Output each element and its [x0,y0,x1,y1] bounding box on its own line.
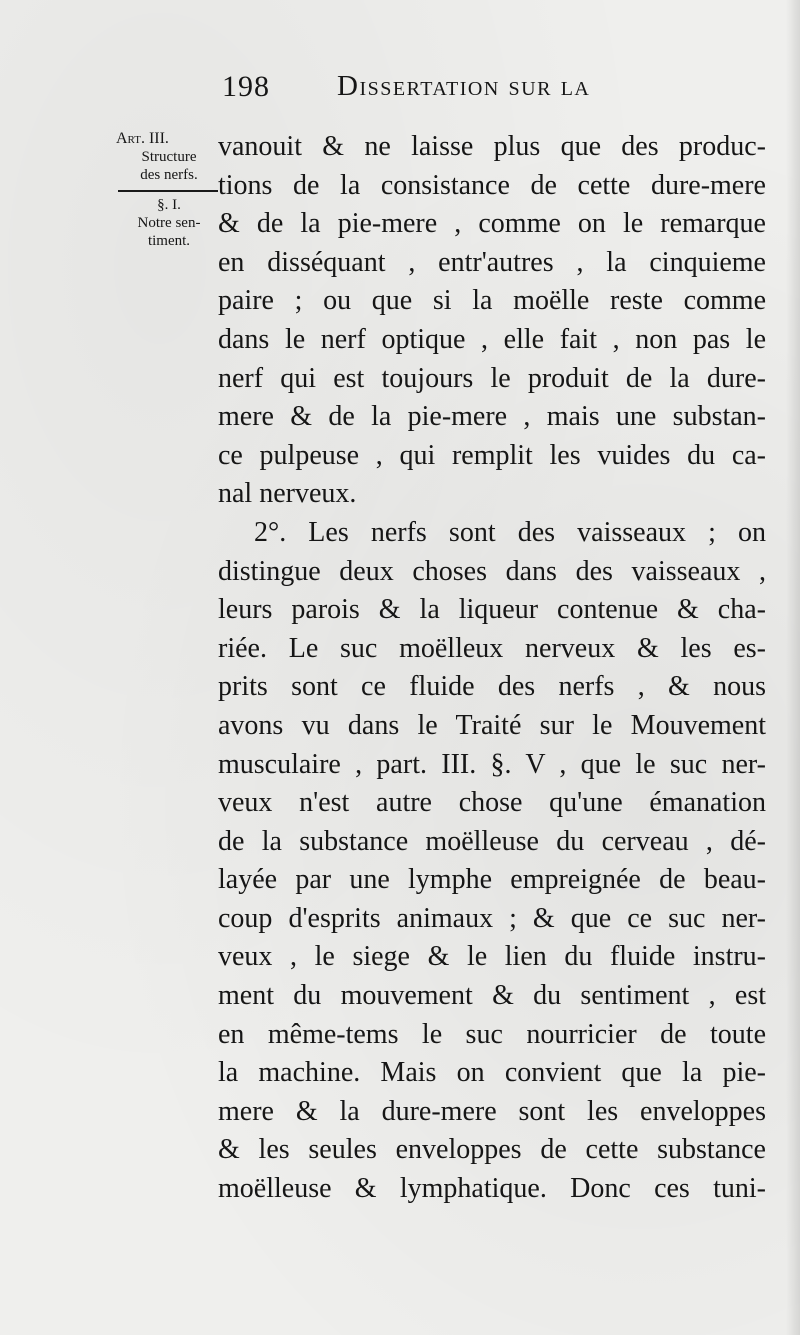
text-line: nerf qui est toujours le produit de la dure- [218,362,766,394]
text-line: paire ; ou que si la moëlle reste comme [218,285,766,317]
text-line: mere & la dure-mere sont les enveloppes [218,1095,766,1127]
margin-note-structure-line-2: des nerfs. [140,167,198,183]
margin-note-sentiment-line-2: timent. [147,233,191,249]
page-edge-shadow [786,0,800,1335]
text-line: en même-tems le suc nourricier de toute [218,1018,766,1050]
body-text [218,128,766,1209]
margin-note-divider [118,190,218,192]
text-line: veux , le siege & le lien du fluide instru- [218,941,766,973]
text-line: nal nerveux. [218,478,357,510]
text-line: leurs parois & la liqueur contenue & cha- [218,594,766,626]
text-line: & de la pie-mere , comme on le remarque [218,208,766,240]
margin-note-sentiment-line-1: Notre sen- [137,215,201,231]
text-line: ment du mouvement & du sentiment , est [218,980,766,1012]
text-line: mere & de la pie-mere , mais une substan- [218,401,766,433]
text-line: vanouit & ne laisse plus que des produc- [218,131,766,162]
text-line: layée par une lymphe empreignée de beau- [218,864,766,896]
text-line: ce pulpeuse , qui remplit les vuides du ca- [218,439,766,471]
text-line: veux n'est autre chose qu'une émanation [218,787,766,819]
running-header [222,64,682,108]
text-line: distingue deux choses dans des vaisseaux , [218,555,766,587]
text-line: prits sont ce fluide des nerfs , & nous [218,671,766,703]
page-number: 198 [222,70,270,103]
text-line: riée. Le suc moëlleux nerveux & les es- [218,632,766,664]
text-line: tions de la consistance de cette dure-mere [218,169,766,201]
margin-note-structure-line-1: Structure [141,149,197,165]
margin-note-article: Art. III. [116,130,169,147]
text-line: 2°. Les nerfs sont des vaisseaux ; on [254,516,766,548]
text-line: dans le nerf optique , elle fait , non pas le [218,323,766,355]
text-line: coup d'esprits animaux ; & que ce suc ner- [218,902,766,934]
margin-notes [114,130,224,250]
text-line: en disséquant , entr'autres , la cinquieme [218,246,766,278]
text-line: avons vu dans le Traité sur le Mouvement [218,709,766,741]
text-line: & les seules enveloppes de cette substance [218,1134,766,1166]
text-line: la machine. Mais on convient que la pie- [218,1057,766,1089]
running-title: Dissertation sur la [337,70,591,102]
text-line: musculaire , part. III. §. V , que le suc ner- [218,748,766,780]
text-line: de la substance moëlleuse du cerveau , dé- [218,825,766,857]
margin-note-section: §. I. [157,197,181,213]
text-line: moëlleuse & lymphatique. Donc ces tuni- [218,1173,766,1205]
